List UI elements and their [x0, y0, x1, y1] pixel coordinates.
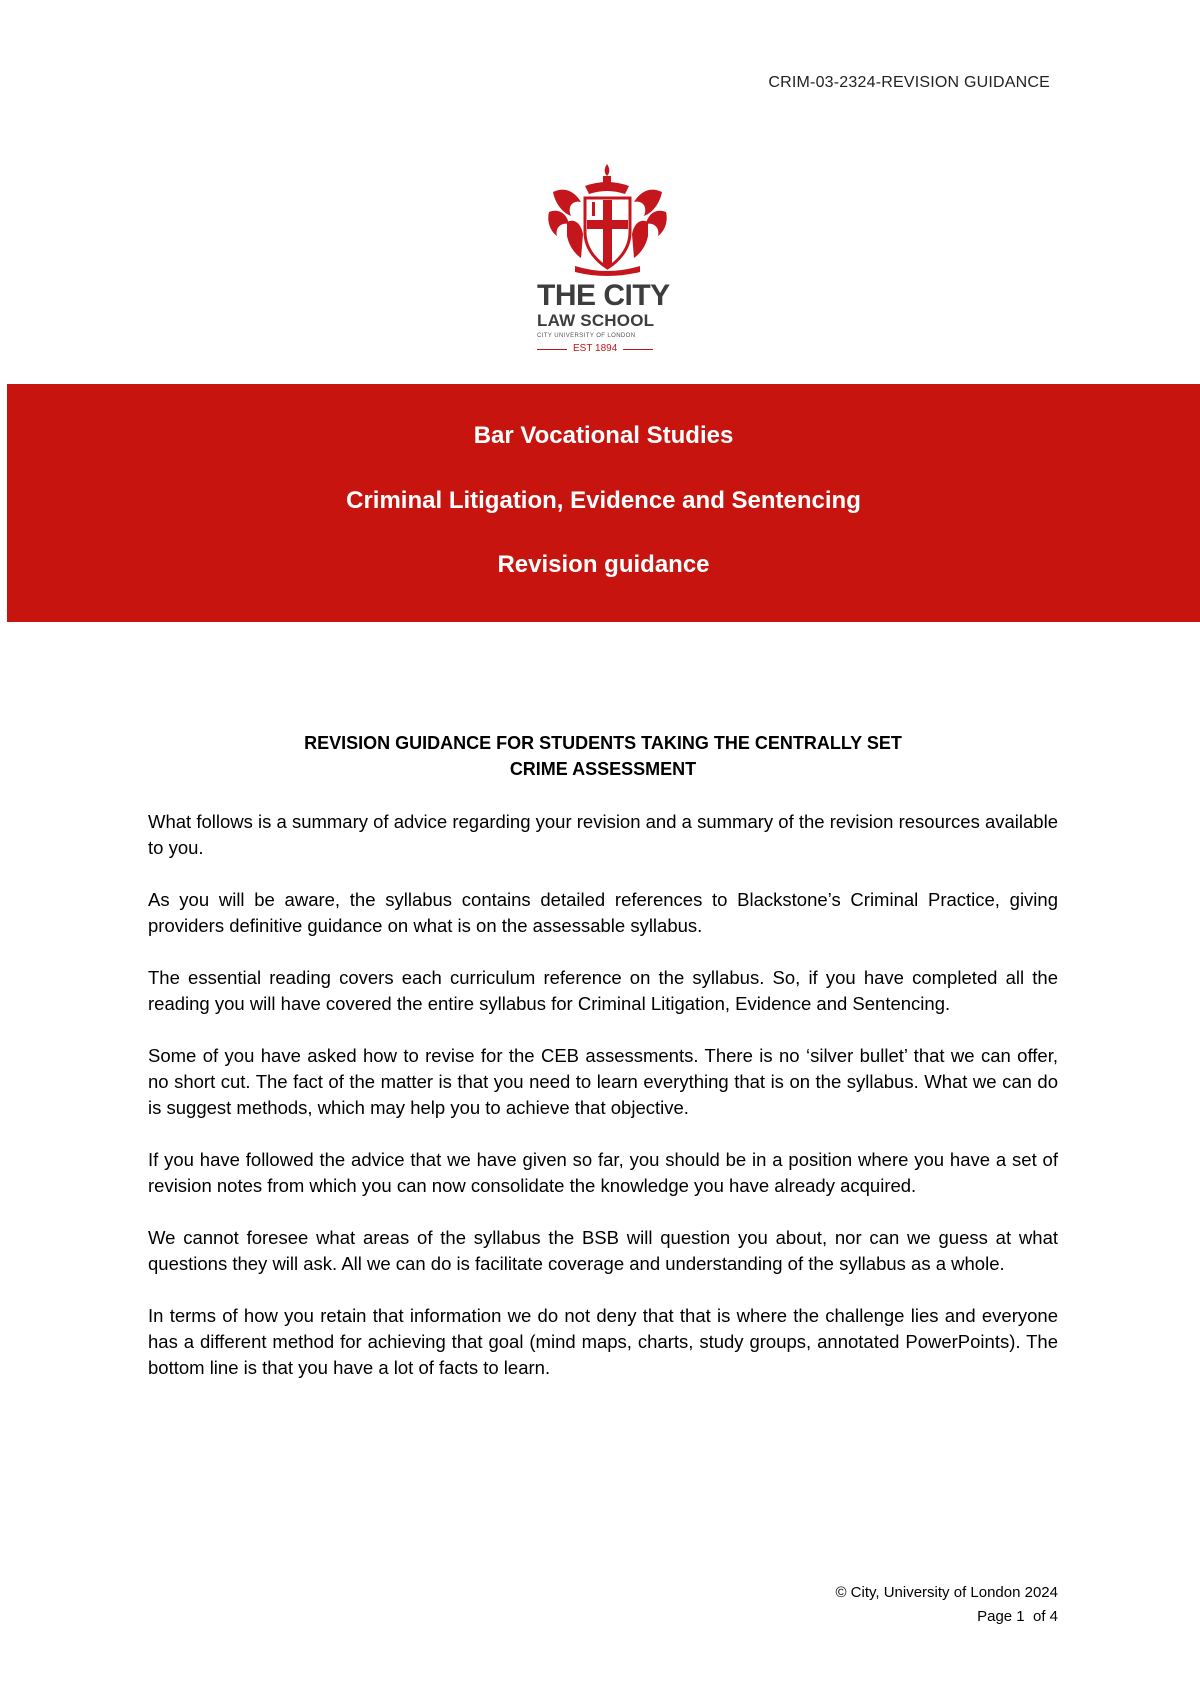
paragraph: We cannot foresee what areas of the syllabus the BSB will question you about, nor can we guess at what questions they will ask. All we can do is facilitate coverage and understanding of the syllabus as a whole. [148, 1227, 1058, 1274]
paragraph: Some of you have asked how to revise for the CEB assessments. There is no ‘silver bullet’ that we can offer, no short cut. The fact of the matter is that you need to learn everything that is on the syllabus. What we can do is suggest methods, which may help you to achieve that objective. [148, 1045, 1058, 1118]
banner-programme: Bar Vocational Studies [473, 422, 734, 449]
banner-doc-type: Revision guidance [497, 551, 710, 578]
paragraph: The essential reading covers each curriculum reference on the syllabus. So, if you have completed all the reading you will have covered the entire syllabus for Criminal Litigation, Evidence and Sentencing. [148, 967, 1058, 1014]
document-reference: CRIM-03-2324-REVISION GUIDANCE [768, 74, 1050, 91]
paragraph: As you will be aware, the syllabus contains detailed references to Blackstone’s Criminal Practice, giving providers definitive guidance on what is on the assessable syllabus. [148, 889, 1058, 936]
paragraph: If you have followed the advice that we have given so far, you should be in a position where you have a set of revision notes from which you can now consolidate the knowledge you have already acquired. [148, 1149, 1058, 1196]
page-footer [835, 1581, 1058, 1629]
paragraph: What follows is a summary of advice regarding your revision and a summary of the revision resources available to you. [148, 811, 1058, 858]
logo-line-the-city: THE CITY [537, 279, 670, 312]
divider [623, 349, 653, 350]
copyright-notice: © City, University of London 2024 [835, 1584, 1058, 1601]
page-title [148, 730, 1058, 782]
title-banner [7, 384, 1200, 622]
divider [537, 349, 567, 350]
page-number: Page 1 of 4 [977, 1608, 1058, 1625]
law-school-logo [537, 280, 677, 355]
page-title-line-1: REVISION GUIDANCE FOR STUDENTS TAKING THE CENTRALLY SET [304, 733, 902, 753]
paragraph: In terms of how you retain that information we do not deny that that is where the challenge lies and everyone has a different method for achieving that goal (mind maps, charts, study groups, annotated PowerPoints). The bottom line is that you have a lot of facts to learn. [148, 1305, 1058, 1378]
logo-line-university: CITY UNIVERSITY OF LONDON [537, 333, 636, 339]
logo-est-label: EST 1894 [573, 343, 618, 354]
body-content [148, 809, 1058, 1407]
banner-subject: Criminal Litigation, Evidence and Sentencing [346, 487, 861, 514]
logo-established [537, 343, 677, 355]
page-title-line-2: CRIME ASSESSMENT [509, 759, 697, 779]
coat-of-arms-icon [545, 162, 670, 277]
logo-line-law-school: LAW SCHOOL [537, 311, 655, 330]
